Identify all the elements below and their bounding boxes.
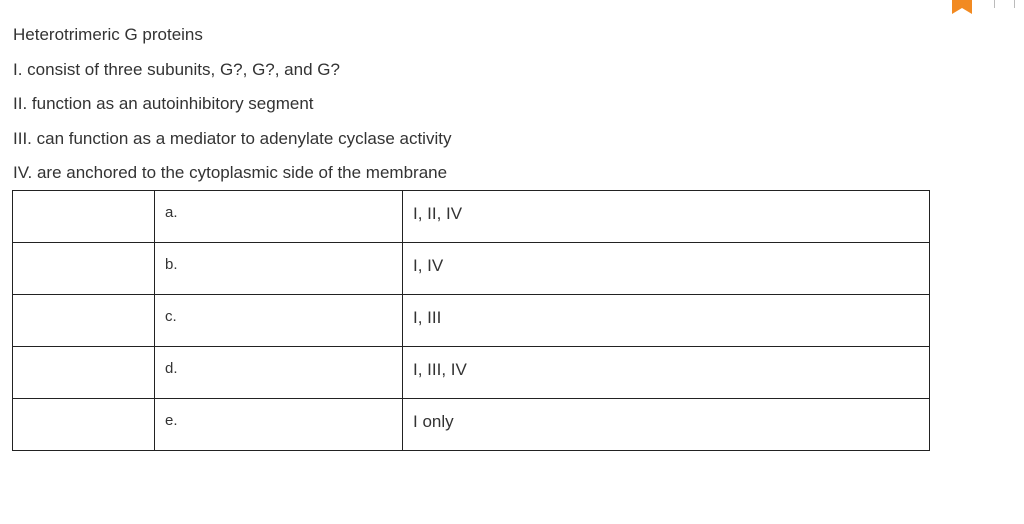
option-select-cell[interactable] bbox=[13, 347, 155, 399]
option-letter: e. bbox=[155, 399, 403, 451]
option-answer: I only bbox=[403, 399, 930, 451]
bookmark-icon[interactable] bbox=[952, 0, 972, 14]
option-answer: I, III, IV bbox=[403, 347, 930, 399]
option-letter: c. bbox=[155, 295, 403, 347]
statement-1: I. consist of three subunits, G?, G?, and G? bbox=[13, 59, 340, 79]
option-letter: a. bbox=[155, 191, 403, 243]
option-letter: d. bbox=[155, 347, 403, 399]
option-row-a[interactable] bbox=[13, 191, 930, 243]
option-row-e[interactable] bbox=[13, 399, 930, 451]
scrollbar-tick bbox=[1014, 0, 1015, 8]
option-answer: I, IV bbox=[403, 243, 930, 295]
option-answer: I, III bbox=[403, 295, 930, 347]
statement-2: II. function as an autoinhibitory segment bbox=[13, 94, 314, 113]
option-row-d[interactable] bbox=[13, 347, 930, 399]
statement-3: III. can function as a mediator to adenylate cyclase activity bbox=[13, 128, 452, 148]
option-row-c[interactable] bbox=[13, 295, 930, 347]
question-stem: Heterotrimeric G proteins bbox=[13, 25, 203, 44]
option-select-cell[interactable] bbox=[13, 399, 155, 451]
option-select-cell[interactable] bbox=[13, 191, 155, 243]
option-select-cell[interactable] bbox=[13, 295, 155, 347]
option-letter: b. bbox=[155, 243, 403, 295]
option-row-b[interactable] bbox=[13, 243, 930, 295]
scrollbar-tick bbox=[994, 0, 995, 8]
answer-options-table bbox=[12, 190, 930, 451]
option-answer: I, II, IV bbox=[403, 191, 930, 243]
option-select-cell[interactable] bbox=[13, 243, 155, 295]
question-block bbox=[13, 18, 451, 191]
statement-4: IV. are anchored to the cytoplasmic side of the membrane bbox=[13, 163, 448, 182]
